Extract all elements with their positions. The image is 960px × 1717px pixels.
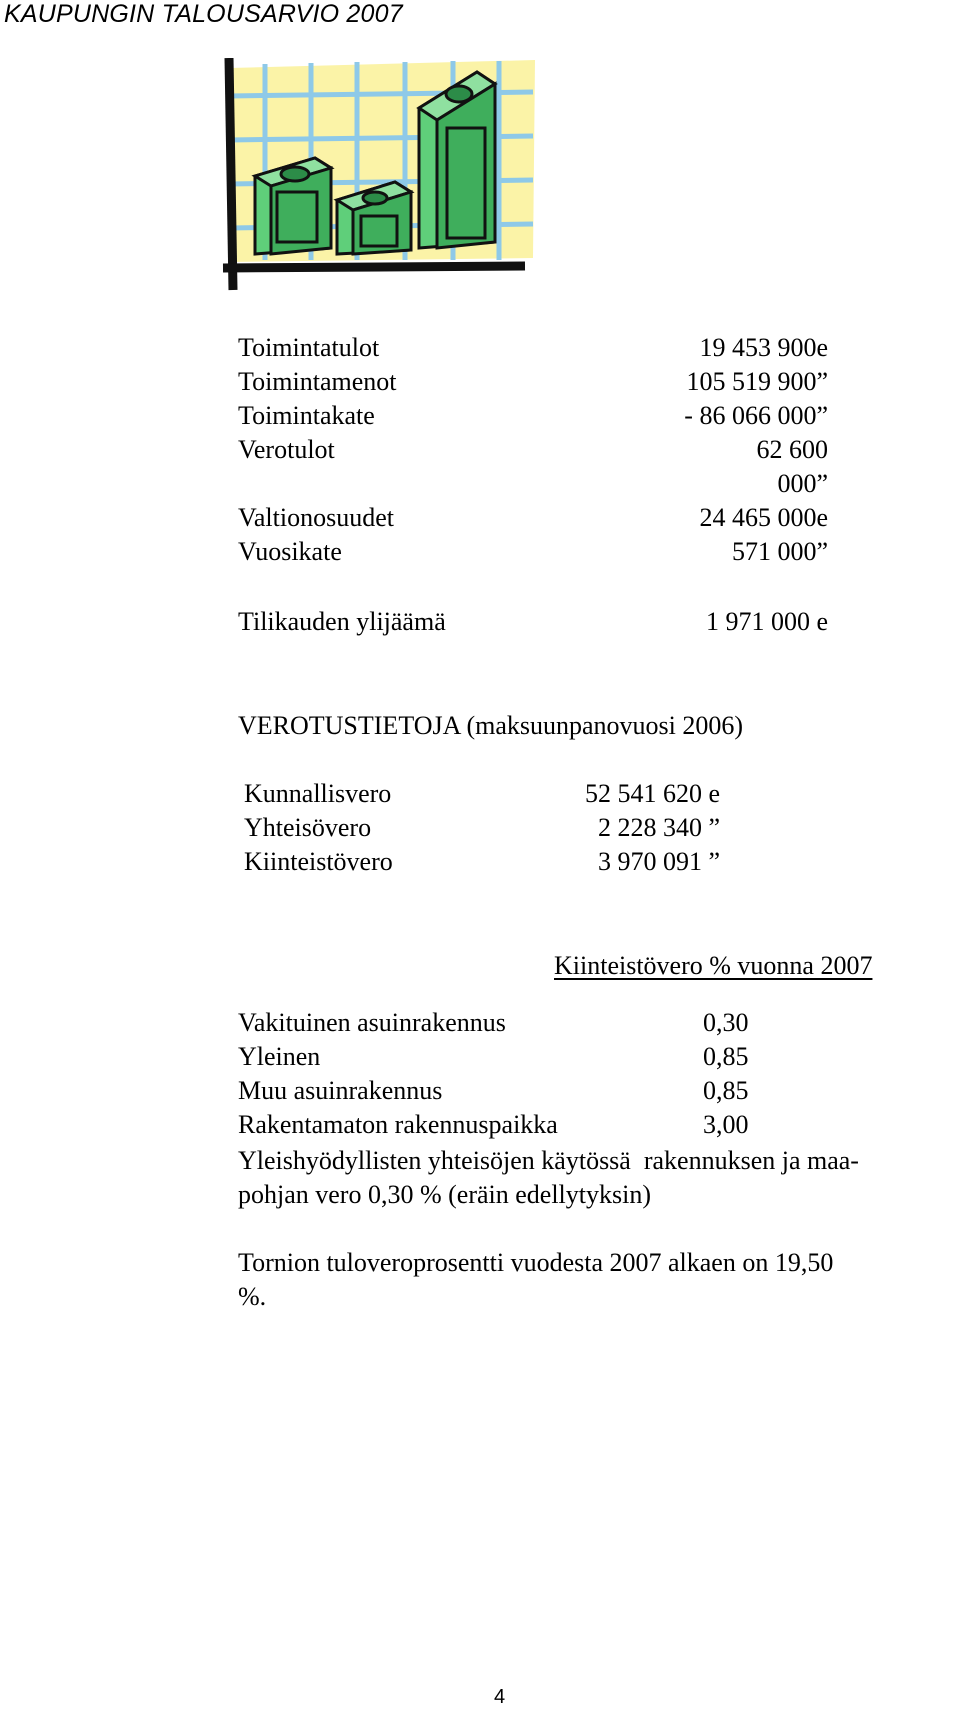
income-tax-note [238, 1246, 938, 1314]
budget-label: Toimintakate [238, 401, 375, 430]
budget-label: Verotulot [238, 435, 335, 464]
tax-label: Kiinteistövero [244, 847, 393, 876]
tax-value: 52 541 620 e [584, 779, 720, 808]
budget-label: Valtionosuudet [238, 503, 394, 532]
budget-value: - 86 066 000” [684, 401, 828, 430]
property-tax-label: Yleinen [238, 1042, 321, 1071]
property-tax-value: 0,85 [703, 1076, 749, 1105]
tax-label: Kunnallisvero [244, 779, 392, 808]
property-tax-value: 0,30 [703, 1008, 749, 1037]
budget-value: 1 971 000 e [705, 607, 828, 636]
property-tax-label: Vakituinen asuinrakennus [238, 1008, 506, 1037]
money-bar-chart-clipart-icon [215, 58, 535, 298]
budget-value: 24 465 000e [699, 503, 828, 532]
budget-label: Toimintamenot [238, 367, 397, 396]
property-tax-label: Muu asuinrakennus [238, 1076, 443, 1105]
tax-heading: VEROTUSTIETOJA (maksuunpanovuosi 2006) [238, 711, 744, 740]
income-tax-line: %. [238, 1282, 267, 1311]
budget-value: 000” [777, 469, 828, 498]
budget-value: 62 600 [756, 435, 828, 464]
budget-value: 105 519 900” [686, 367, 828, 396]
page-number: 4 [494, 1686, 506, 1708]
property-tax-note-line: pohjan vero 0,30 % (eräin edellytyksin) [238, 1180, 651, 1209]
page-title: KAUPUNGIN TALOUSARVIO 2007 [4, 0, 403, 28]
budget-label: Toimintatulot [238, 333, 380, 362]
tax-value: 2 228 340 ” [597, 813, 720, 842]
budget-value: 571 000” [731, 537, 828, 566]
budget-label: Tilikauden ylijäämä [238, 607, 446, 636]
property-tax-heading: Kiinteistövero % vuonna 2007 [554, 951, 873, 980]
property-tax-note [238, 1144, 938, 1212]
property-tax-label: Rakentamaton rakennuspaikka [238, 1110, 558, 1139]
tax-label: Yhteisövero [244, 813, 372, 842]
income-tax-line: Tornion tuloveroprosentti vuodesta 2007 alkaen on 19,50 [238, 1248, 834, 1277]
tax-value: 3 970 091 ” [597, 847, 720, 876]
budget-label: Vuosikate [238, 537, 342, 566]
property-tax-value: 0,85 [703, 1042, 749, 1071]
property-tax-value: 3,00 [703, 1110, 749, 1139]
property-tax-note-line: Yleishyödyllisten yhteisöjen käytössä rakennuksen ja maa- [238, 1146, 859, 1175]
budget-value: 19 453 900e [699, 333, 828, 362]
